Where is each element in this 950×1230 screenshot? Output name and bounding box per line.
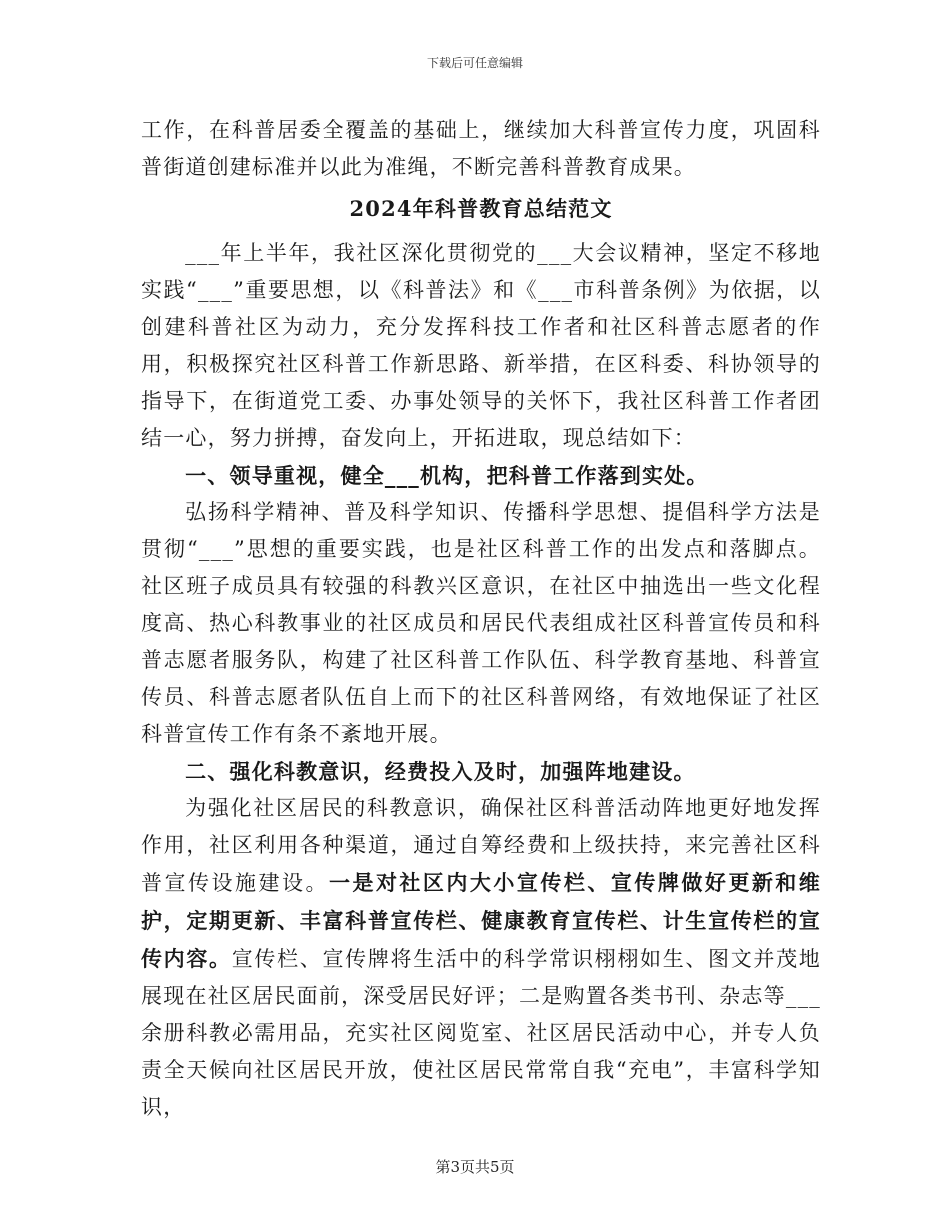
page-footer: 第3页共5页 <box>435 1158 515 1176</box>
document-title: 2024年科普教育总结范文 <box>349 196 613 221</box>
paragraph-1: ___年上半年，我社区深化贯彻党的___大会议精神，坚定不移地实践“___”重要思想，以《科普法》和《___市科普条例》为依据，以创建科普社区为动力，充分发挥科技工作者和社区科普志愿者的作用，积极探究社区科普工作新思路、新举措，在区科委、科协领导的指导下，在街道党工委、办事处领导的关怀下，我社区科普工作者团结一心，努力拼搏，奋发向上，开拓进取，现总结如下： <box>141 241 821 450</box>
intro-paragraph: 工作，在科普居委全覆盖的基础上，继续加大科普宣传力度，巩固科普街道创建标准并以此为准绳，不断完善科普教育成果。 <box>141 118 821 179</box>
paragraph-3-end: 宣传栏、宣传牌将生活中的科学常识栩栩如生、图文并茂地展现在社区居民面前，深受居民好评；二是购置各类书刊、杂志等___余册科教必需用品，充实社区阅览室、社区居民活动中心，并专人负责全天候向社区居民开放，使社区居民常常自我“充电”，丰富科学知识， <box>141 947 821 1119</box>
section-heading-2: 二、强化科教意识，经费投入及时，加强阵地建设。 <box>185 759 696 784</box>
paragraph-2: 弘扬科学精神、普及科学知识、传播科学思想、提倡科学方法是贯彻“___”思想的重要实践，也是社区科普工作的出发点和落脚点。社区班子成员具有较强的科教兴区意识，在社区中抽选出一些文化程度高、热心科教事业的社区成员和居民代表组成社区科普宣传员和科普志愿者服务队，构建了社区科普工作队伍、科学教育基地、科普宣传员、科普志愿者队伍自上而下的社区科普网络，有效地保证了社区科普宣传工作有条不紊地开展。 <box>141 500 821 746</box>
paragraph-3-bold: 一是对社区内大小宣传栏、宣传牌做好更新和维护，定期更新、丰富科普宣传栏、健康教育宣传栏、计生宣传栏的宣传内容。 <box>141 870 821 971</box>
paragraph-3 <box>141 790 821 1126</box>
section-heading-1: 一、领导重视，健全___机构，把科普工作落到实处。 <box>185 463 709 488</box>
document-body <box>141 112 821 1126</box>
page-header: 下载后可任意编辑 <box>426 56 523 70</box>
paragraph-3-start: 为强化社区居民的科教意识，确保社区科普活动阵地更好地发挥作用，社区利用各种渠道，通过自筹经费和上级扶持，来完善社区科普宣传设施建设。 <box>141 796 821 895</box>
